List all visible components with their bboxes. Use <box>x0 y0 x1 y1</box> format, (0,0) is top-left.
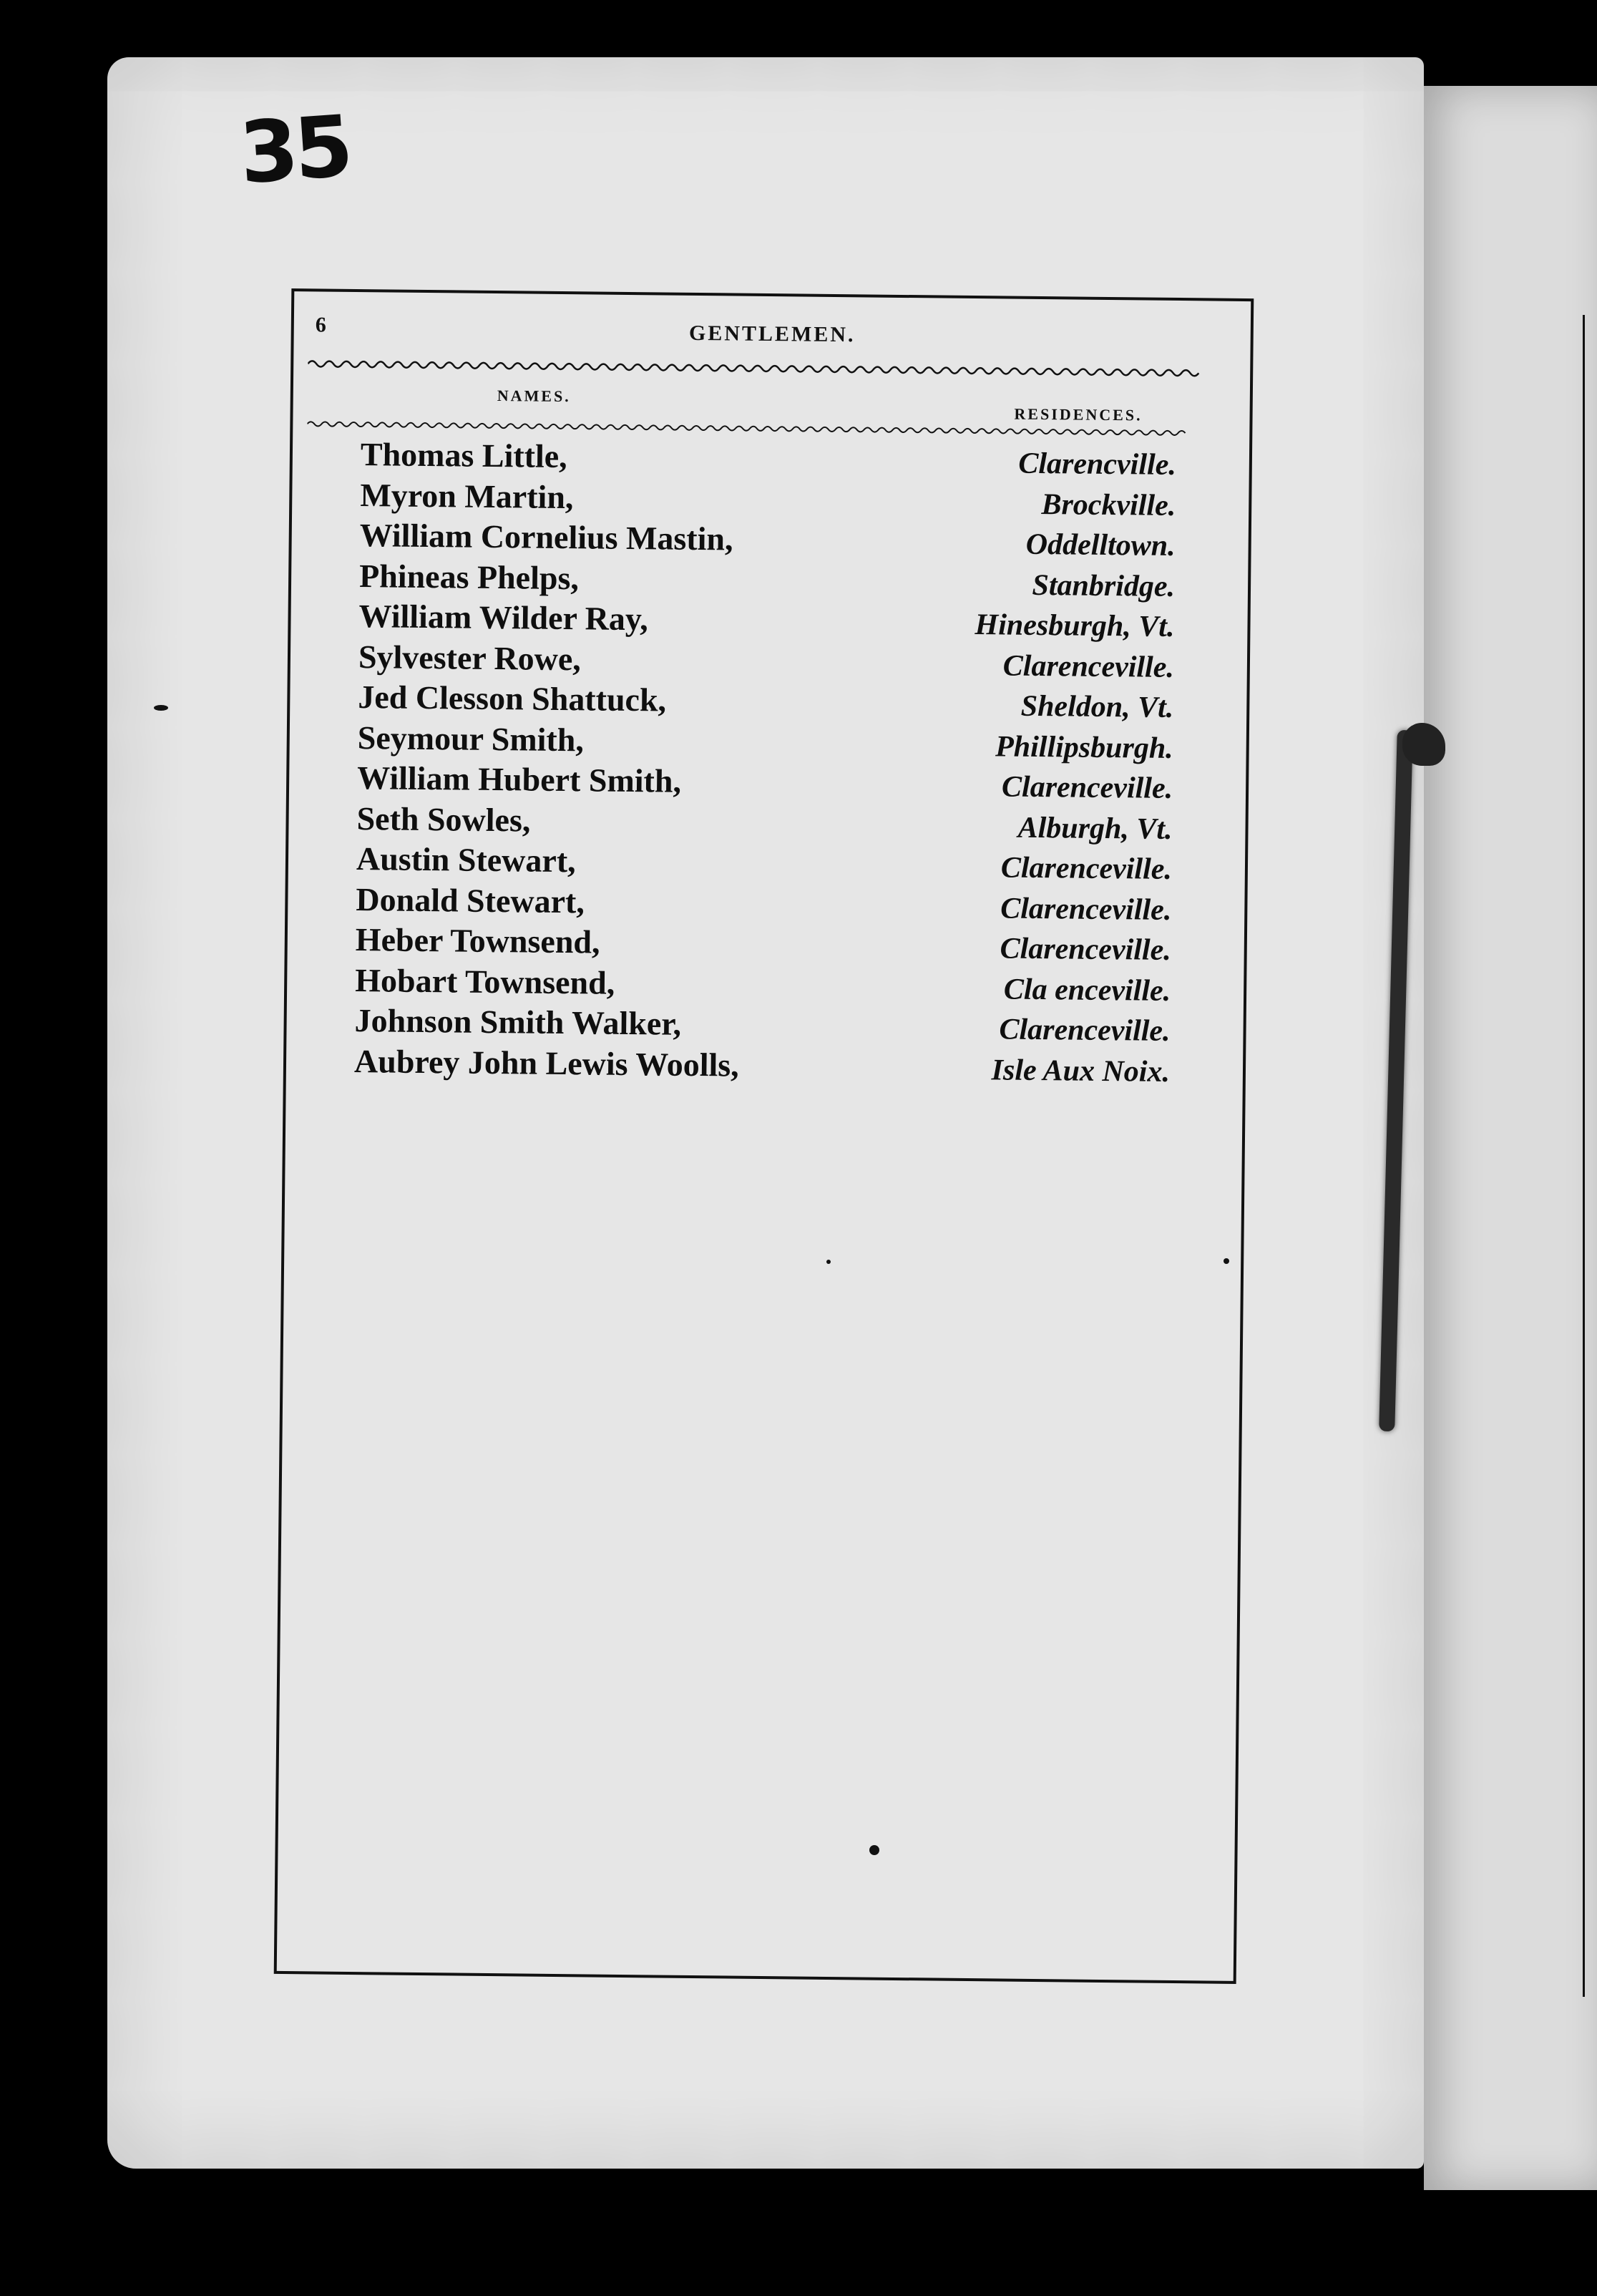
entry-residence: Phillipsburgh. <box>995 729 1173 765</box>
entry-name: Thomas Little, <box>360 436 567 475</box>
entry-name: Sylvester Rowe, <box>358 638 582 677</box>
handwritten-page-number: 35 <box>236 96 352 203</box>
entry-residence: Stanbridge. <box>1032 568 1176 603</box>
gentlemen-list <box>354 435 1176 1091</box>
entry-name: Johnson Smith Walker, <box>354 1002 682 1042</box>
column-header-residences: RESIDENCES. <box>1014 404 1143 424</box>
entry-residence: Clarenceville. <box>1000 851 1173 886</box>
ink-speck <box>154 705 168 711</box>
page-number: 6 <box>315 313 327 337</box>
entry-residence: Cla enceville. <box>1003 973 1171 1008</box>
entry-name: William Hubert Smith, <box>356 759 682 799</box>
entry-residence: Clarenceville. <box>999 1013 1171 1048</box>
entry-residence: Sheldon, Vt. <box>1020 689 1174 724</box>
entry-residence: Clarenceville. <box>1000 932 1171 967</box>
entry-residence: Alburgh, Vt. <box>1017 811 1173 846</box>
entry-name: William Cornelius Mastin, <box>359 517 733 558</box>
entry-residence: Clarenceville. <box>1001 770 1173 805</box>
entry-residence: Isle Aux Noix. <box>991 1053 1171 1089</box>
list-item <box>354 1042 1171 1091</box>
page-header <box>293 313 1251 366</box>
section-title: GENTLEMEN. <box>688 321 856 347</box>
entry-residence: Clarencville. <box>1018 447 1177 482</box>
entry-name: William Wilder Ray, <box>358 598 649 638</box>
page-frame <box>274 288 1254 1984</box>
entry-name: Myron Martin, <box>360 476 574 515</box>
entry-residence: Clarenceville. <box>1000 891 1172 927</box>
entry-name: Hobart Townsend, <box>354 961 615 1001</box>
entry-name: Heber Townsend, <box>355 921 600 960</box>
entry-residence: Brockville. <box>1041 487 1176 522</box>
column-header-names: NAMES. <box>497 386 571 406</box>
adjacent-page-edge <box>1424 86 1597 2190</box>
entry-name: Seth Sowles, <box>356 799 531 839</box>
entry-name: Aubrey John Lewis Woolls, <box>353 1042 739 1084</box>
entry-name: Seymour Smith, <box>357 719 585 758</box>
entry-residence: Clarenceville. <box>1002 648 1175 684</box>
entry-name: Donald Stewart, <box>356 880 585 920</box>
entry-name: Jed Clesson Shattuck, <box>358 678 667 719</box>
entry-name: Austin Stewart, <box>356 840 576 880</box>
entry-name: Phineas Phelps, <box>358 557 580 596</box>
adjacent-page-border <box>1583 315 1585 1997</box>
entry-residence: Hinesburgh, Vt. <box>975 608 1175 643</box>
entry-residence: Oddelltown. <box>1025 527 1176 563</box>
